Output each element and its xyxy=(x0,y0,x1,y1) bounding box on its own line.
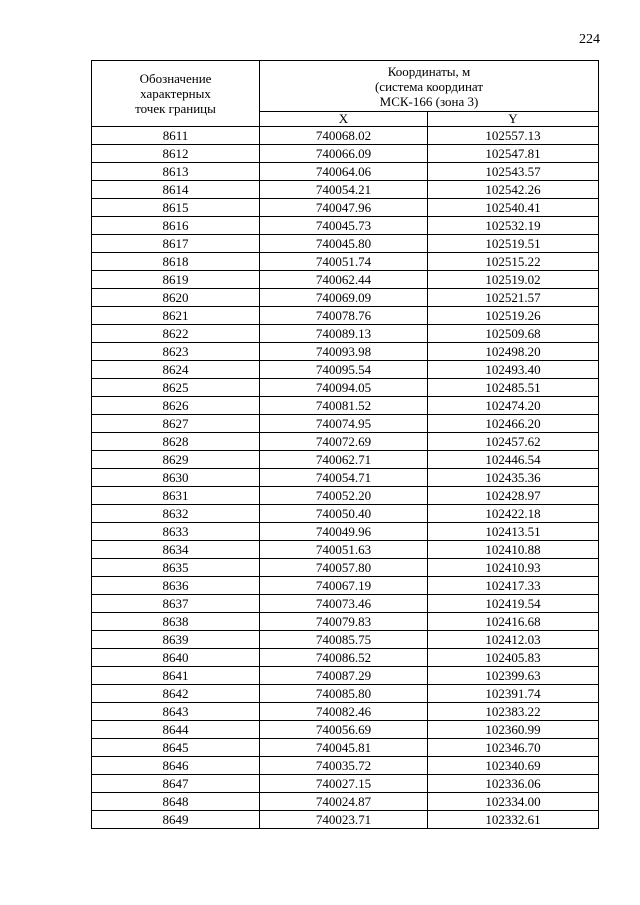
table-row xyxy=(92,667,599,685)
point-cell: 8617 xyxy=(92,235,260,253)
table-row xyxy=(92,757,599,775)
point-header-line: точек границы xyxy=(135,101,216,116)
x-cell: 740023.71 xyxy=(260,811,428,829)
table-row xyxy=(92,649,599,667)
x-cell: 740057.80 xyxy=(260,559,428,577)
point-cell: 8649 xyxy=(92,811,260,829)
x-cell: 740054.71 xyxy=(260,469,428,487)
x-cell: 740087.29 xyxy=(260,667,428,685)
table-row xyxy=(92,271,599,289)
table-row xyxy=(92,685,599,703)
point-cell: 8612 xyxy=(92,145,260,163)
x-cell: 740073.46 xyxy=(260,595,428,613)
table-row xyxy=(92,343,599,361)
point-cell: 8640 xyxy=(92,649,260,667)
point-cell: 8627 xyxy=(92,415,260,433)
y-cell: 102532.19 xyxy=(428,217,599,235)
x-cell: 740064.06 xyxy=(260,163,428,181)
point-cell: 8626 xyxy=(92,397,260,415)
y-cell: 102332.61 xyxy=(428,811,599,829)
y-cell: 102540.41 xyxy=(428,199,599,217)
y-cell: 102417.33 xyxy=(428,577,599,595)
x-cell: 740045.73 xyxy=(260,217,428,235)
x-cell: 740062.71 xyxy=(260,451,428,469)
y-cell: 102542.26 xyxy=(428,181,599,199)
point-cell: 8631 xyxy=(92,487,260,505)
table-row xyxy=(92,397,599,415)
point-cell: 8621 xyxy=(92,307,260,325)
point-cell: 8614 xyxy=(92,181,260,199)
table-header xyxy=(92,61,599,127)
y-cell: 102336.06 xyxy=(428,775,599,793)
y-cell: 102519.02 xyxy=(428,271,599,289)
table-row xyxy=(92,793,599,811)
x-cell: 740094.05 xyxy=(260,379,428,397)
x-cell: 740049.96 xyxy=(260,523,428,541)
y-cell: 102346.70 xyxy=(428,739,599,757)
table-row xyxy=(92,145,599,163)
point-cell: 8616 xyxy=(92,217,260,235)
point-cell: 8628 xyxy=(92,433,260,451)
y-cell: 102543.57 xyxy=(428,163,599,181)
x-cell: 740068.02 xyxy=(260,127,428,145)
x-cell: 740074.95 xyxy=(260,415,428,433)
table-row xyxy=(92,289,599,307)
y-cell: 102547.81 xyxy=(428,145,599,163)
point-cell: 8629 xyxy=(92,451,260,469)
table-body xyxy=(92,127,599,829)
y-cell: 102457.62 xyxy=(428,433,599,451)
y-cell: 102509.68 xyxy=(428,325,599,343)
table-row xyxy=(92,361,599,379)
point-cell: 8638 xyxy=(92,613,260,631)
table-row xyxy=(92,631,599,649)
point-cell: 8633 xyxy=(92,523,260,541)
x-cell: 740054.21 xyxy=(260,181,428,199)
point-cell: 8646 xyxy=(92,757,260,775)
y-cell: 102428.97 xyxy=(428,487,599,505)
point-cell: 8635 xyxy=(92,559,260,577)
table-row xyxy=(92,559,599,577)
x-cell: 740069.09 xyxy=(260,289,428,307)
point-cell: 8611 xyxy=(92,127,260,145)
y-cell: 102416.68 xyxy=(428,613,599,631)
point-cell: 8645 xyxy=(92,739,260,757)
point-cell: 8643 xyxy=(92,703,260,721)
y-cell: 102485.51 xyxy=(428,379,599,397)
table-row xyxy=(92,613,599,631)
x-cell: 740047.96 xyxy=(260,199,428,217)
x-cell: 740051.63 xyxy=(260,541,428,559)
y-cell: 102422.18 xyxy=(428,505,599,523)
x-cell: 740045.81 xyxy=(260,739,428,757)
x-cell: 740051.74 xyxy=(260,253,428,271)
y-cell: 102557.13 xyxy=(428,127,599,145)
point-header-line: характерных xyxy=(140,86,211,101)
y-cell: 102519.51 xyxy=(428,235,599,253)
y-cell: 102410.93 xyxy=(428,559,599,577)
coords-header-line: Координаты, м xyxy=(387,63,471,79)
y-cell: 102435.36 xyxy=(428,469,599,487)
point-cell: 8624 xyxy=(92,361,260,379)
x-cell: 740027.15 xyxy=(260,775,428,793)
x-cell: 740056.69 xyxy=(260,721,428,739)
point-cell: 8623 xyxy=(92,343,260,361)
x-cell: 740035.72 xyxy=(260,757,428,775)
x-cell: 740093.98 xyxy=(260,343,428,361)
y-cell: 102340.69 xyxy=(428,757,599,775)
table-row xyxy=(92,739,599,757)
x-column-header: X xyxy=(260,112,428,127)
y-cell: 102410.88 xyxy=(428,541,599,559)
x-cell: 740062.44 xyxy=(260,271,428,289)
point-cell: 8648 xyxy=(92,793,260,811)
y-cell: 102391.74 xyxy=(428,685,599,703)
y-cell: 102498.20 xyxy=(428,343,599,361)
table-row xyxy=(92,505,599,523)
table-row xyxy=(92,235,599,253)
point-cell: 8632 xyxy=(92,505,260,523)
y-cell: 102466.20 xyxy=(428,415,599,433)
y-column-header: Y xyxy=(428,112,599,127)
x-cell: 740089.13 xyxy=(260,325,428,343)
table-row xyxy=(92,199,599,217)
y-cell: 102521.57 xyxy=(428,289,599,307)
point-cell: 8630 xyxy=(92,469,260,487)
x-cell: 740085.80 xyxy=(260,685,428,703)
x-cell: 740078.76 xyxy=(260,307,428,325)
x-cell: 740086.52 xyxy=(260,649,428,667)
table-row xyxy=(92,415,599,433)
x-cell: 740066.09 xyxy=(260,145,428,163)
x-cell: 740072.69 xyxy=(260,433,428,451)
x-cell: 740050.40 xyxy=(260,505,428,523)
point-cell: 8618 xyxy=(92,253,260,271)
table-row xyxy=(92,379,599,397)
x-cell: 740081.52 xyxy=(260,397,428,415)
point-cell: 8636 xyxy=(92,577,260,595)
y-cell: 102412.03 xyxy=(428,631,599,649)
table-row xyxy=(92,217,599,235)
point-cell: 8647 xyxy=(92,775,260,793)
point-cell: 8641 xyxy=(92,667,260,685)
y-cell: 102515.22 xyxy=(428,253,599,271)
y-cell: 102383.22 xyxy=(428,703,599,721)
table-row xyxy=(92,469,599,487)
point-cell: 8615 xyxy=(92,199,260,217)
x-cell: 740079.83 xyxy=(260,613,428,631)
y-cell: 102519.26 xyxy=(428,307,599,325)
coords-header-line: МСК-166 (зона 3) xyxy=(379,93,479,109)
table-row xyxy=(92,595,599,613)
y-cell: 102413.51 xyxy=(428,523,599,541)
y-cell: 102334.00 xyxy=(428,793,599,811)
table-row xyxy=(92,433,599,451)
table-row xyxy=(92,577,599,595)
table-row xyxy=(92,253,599,271)
table-row xyxy=(92,487,599,505)
y-cell: 102419.54 xyxy=(428,595,599,613)
point-cell: 8639 xyxy=(92,631,260,649)
table-row xyxy=(92,127,599,145)
y-cell: 102360.99 xyxy=(428,721,599,739)
point-cell: 8637 xyxy=(92,595,260,613)
table-row xyxy=(92,451,599,469)
point-cell: 8642 xyxy=(92,685,260,703)
table-row xyxy=(92,307,599,325)
table-row xyxy=(92,181,599,199)
y-cell: 102405.83 xyxy=(428,649,599,667)
coords-header-line: (система координат xyxy=(374,78,484,94)
table-row xyxy=(92,325,599,343)
page-number: 224 xyxy=(579,32,600,47)
table-row xyxy=(92,775,599,793)
point-cell: 8620 xyxy=(92,289,260,307)
table-row xyxy=(92,523,599,541)
point-header-line: Обозначение xyxy=(139,71,212,86)
table-row xyxy=(92,541,599,559)
table-row xyxy=(92,811,599,829)
point-cell: 8644 xyxy=(92,721,260,739)
header-row-top xyxy=(92,61,599,112)
y-cell: 102399.63 xyxy=(428,667,599,685)
x-cell: 740067.19 xyxy=(260,577,428,595)
y-cell: 102446.54 xyxy=(428,451,599,469)
table-row xyxy=(92,721,599,739)
point-cell: 8634 xyxy=(92,541,260,559)
point-cell: 8613 xyxy=(92,163,260,181)
boundary-coordinates-table xyxy=(91,60,599,829)
y-cell: 102474.20 xyxy=(428,397,599,415)
x-cell: 740085.75 xyxy=(260,631,428,649)
table-row xyxy=(92,163,599,181)
point-designation-header xyxy=(92,61,260,127)
x-cell: 740095.54 xyxy=(260,361,428,379)
x-cell: 740082.46 xyxy=(260,703,428,721)
point-cell: 8622 xyxy=(92,325,260,343)
point-cell: 8619 xyxy=(92,271,260,289)
table-row xyxy=(92,703,599,721)
y-cell: 102493.40 xyxy=(428,361,599,379)
x-cell: 740052.20 xyxy=(260,487,428,505)
x-cell: 740045.80 xyxy=(260,235,428,253)
coordinates-header xyxy=(260,61,599,112)
x-cell: 740024.87 xyxy=(260,793,428,811)
point-cell: 8625 xyxy=(92,379,260,397)
